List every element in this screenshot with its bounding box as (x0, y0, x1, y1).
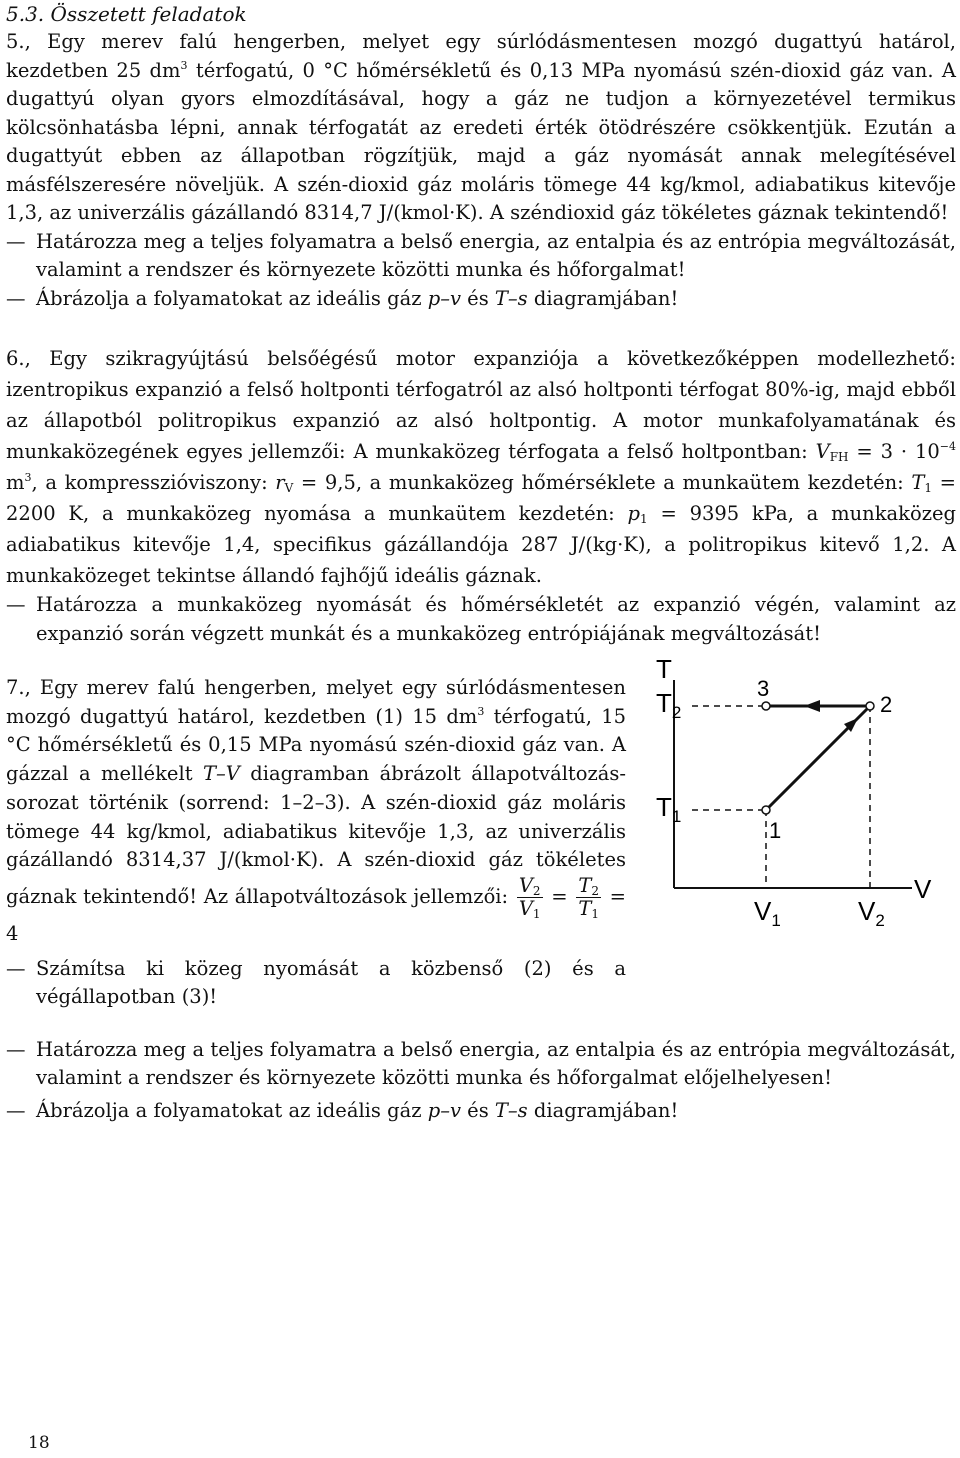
value: = 9,5 (293, 471, 356, 494)
subscript: 2 (591, 883, 599, 898)
subscript: V (284, 481, 294, 495)
task-dash: — (6, 956, 26, 980)
problem-7-text: térfogatú, 15 °C hőmérsékletű és 0,15 MPa nyomású szén-dioxid gáz van. A gázzal a mellékelt (6, 704, 627, 786)
point-3-label: 3 (757, 676, 770, 701)
task-dash: — (6, 229, 26, 253)
problem-5-sup: 3 (180, 58, 188, 72)
task-text: diagramjában! (527, 1098, 679, 1122)
task-dash: — (6, 286, 26, 310)
symbol: V (518, 873, 533, 897)
problem-7-text-block: 7., Egy merev falú hengerben, melyet egy súrlódásmentesen mozgó dugattyú határol, kezdetben (1) 15 $dm^3$ térfogatú, 15 °C hőmérsékletű és 0,15 MPa nyomású szén-dioxid gáz van. A gázzal a mellékelt T–V diagramban ábrázolt állapotváltozás-sorozat történik (sorrend: 1–2–3). A szén-dioxid gáz moláris tömege 44 kg/kmol, adiabatikus kitevője 1,3, az univerzális gázállandó 8314,37 J/(kmol·K). A szén-dioxid gáz tökéletes gáznak tekintendő! Az állapotváltozások jellemzői: $\frac{V_2}{V_1}$ = $\frac{T_2}{T_1}$ = 4 (6, 676, 627, 945)
superscript: 3 (477, 704, 485, 718)
subscript: 1 (924, 481, 933, 495)
task-dash: — (6, 593, 26, 616)
problem-5-task-1 (6, 228, 956, 285)
superscript: 3 (24, 471, 32, 484)
problem-7-task-3 (6, 1097, 956, 1126)
task-text: Ábrázolja a folyamatokat az ideális gáz (36, 286, 428, 310)
symbol: r (275, 471, 285, 494)
problem-6-text: , a munkaközeg hőmérséklete a munkaütem kezdetén: (355, 471, 912, 494)
point-2-label: 2 (880, 692, 893, 717)
problem-6-text: , a munkaközeg adiabatikus kitevője 1,4, specifikus gázállandója 287 J/(kg·K), a politropikus kitevő 1,2. A munkaközeget tekintse állandó fajhőjű ideális gáznak. (6, 502, 956, 587)
ts-label: T–s (494, 1098, 528, 1122)
problem-5-text-cont: térfogatú, 0 °C hőmérsékletű és 0,13 MPa nyomású szén-dioxid gáz van. A dugattyú olyan gyors elmozdításával, hogy a gáz ne tudjon a környezetével termikus kölcsönhatásba lépni, annak térfogatát az eredeti érték ötödrészére csökkentjük. Ezután a dugattyút ebben az állapotban rögzítjük, majd a gáz nyomását annak melegítésével másfélszeresére növeljük. A szén-dioxid gáz moláris tömege 44 kg/kmol, adiabatikus kitevője 1,3, az univerzális gázállandó 8314,7 J/(kmol·K). A széndioxid gáz tökéletes gáznak tekintendő! (6, 58, 956, 224)
task-dash: — (6, 1098, 26, 1122)
task-dash: — (6, 1037, 26, 1061)
problem-6-text: Egy szikragyújtású belsőégésű motor expanziója a következőképpen modellezhető: izentropikus expanzió a felső holtponti térfogatról az alsó holtponti térfogat 80%-ig, majd ebből az állapotból politropikus expanzió az alsó holtpontig. A motor munkafolyamatának és munkaközegének egyes jellemzői: A munkaközeg térfogata a felső holtpontban: (6, 347, 956, 463)
pv-label: p–v (427, 286, 461, 310)
symbol: V (815, 440, 830, 463)
task-text: Határozza meg a teljes folyamatra a belső energia, az entalpia és az entrópia megváltozását, valamint a rendszer és környezete közötti munka és hőforgalmat előjelhelyesen! (36, 1037, 956, 1090)
value: = 2200 K (6, 471, 956, 525)
x-axis-label: V (914, 874, 932, 904)
problem-7 (6, 674, 626, 1012)
fraction-v2-v1 (517, 875, 543, 920)
value: = 9395 kPa (647, 502, 788, 525)
problem-5-task-2 (6, 285, 956, 314)
problem-5: 5., Egy merev falú hengerben, melyet egy súrlódásmentesen mozgó dugattyú határol, kezdetben 25 $dm^3$ térfogatú, 0 °C hőmérsékletű és 0,13 MPa nyomású szén-dioxid gáz van. A dugattyú olyan gyors elmozdításával, hogy a gáz ne tudjon a környezetével termikus kölcsönhatásba lépni, annak térfogatát az eredeti érték ötödrészére csökkentjük. Ezután a dugattyút ebben az állapotban rögzítjük, majd a gáz nyomását annak melegítésével másfélszeresére növeljük. A szén-dioxid gáz moláris tömege 44 kg/kmol, adiabatikus kitevője 1,3, az univerzális gázállandó 8314,7 J/(kmol·K). A széndioxid gáz tökéletes gáznak tekintendő! (6, 30, 956, 224)
fraction-t2-t1 (576, 875, 601, 920)
problem-6-label: 6. (6, 347, 25, 370)
state-point-1 (762, 806, 770, 814)
task-text: Ábrázolja a folyamatokat az ideális gáz (36, 1098, 428, 1122)
tv-diagram (644, 640, 960, 940)
task-text: Határozza a munkaközeg nyomását és hőmérsékletét az expanzió végén, valamint az expanzió során végzett munkát és a munkaközeg entrópiájának megváltozását! (36, 593, 956, 645)
page-number: 18 (28, 1433, 50, 1453)
symbol: T (911, 471, 925, 494)
subscript: 1 (532, 906, 541, 921)
subscript: 1 (591, 906, 599, 921)
task-text: és (460, 1098, 495, 1122)
state-point-3 (762, 702, 770, 710)
problem-5-label: 5. (6, 30, 25, 53)
ts-label: T–s (494, 286, 528, 310)
task-text: Számítsa ki közeg nyomását a közbenső (2) és a végállapotban (3)! (36, 956, 626, 1009)
page (6, 0, 956, 1125)
superscript: −4 (939, 440, 956, 453)
y-axis-label: T (656, 654, 672, 684)
task-text: és (460, 286, 495, 310)
symbol: p (627, 502, 641, 525)
subscript: 1 (640, 512, 648, 526)
problem-5-text: Egy merev falú hengerben, melyet egy súrlódásmentesen mozgó dugattyú határol, kezdetben 25 dm (6, 30, 956, 82)
t2-label: $T_2$ (656, 688, 682, 722)
problem-5-task-1-text: Határozza meg a teljes folyamatra a belső energia, az entalpia és az entrópia megváltozását, valamint a rendszer és környezete közötti munka és hőforgalmat! (36, 229, 956, 281)
problem-7-text: Egy merev falú hengerben, melyet egy súrlódásmentesen mozgó dugattyú határol, kezdetben (1) 15 dm (6, 676, 626, 728)
problem-7-task-2 (6, 1036, 956, 1093)
tv-label: T–V (202, 762, 240, 786)
problem-7-task-1 (6, 955, 626, 1012)
section-heading: 5.3. Összetett feladatok (6, 2, 247, 26)
problem-7-text: diagramban ábrázolt állapotváltozás-sorozat történik (sorrend: 1–2–3). A szén-dioxid gáz moláris tömege 44 kg/kmol, adiabatikus kitevője 1,3, az univerzális gázállandó 8314,37 J/(kmol·K). A szén-dioxid gáz tökéletes gáznak tekintendő! Az állapotváltozások jellemzői: (6, 762, 626, 908)
v2-label: $V_2$ (858, 896, 885, 930)
task-text: diagramjában! (527, 286, 679, 310)
v1-label: $V_1$ (754, 896, 781, 930)
subscript: FH (829, 450, 849, 464)
equals: = (551, 884, 568, 908)
state-point-2 (866, 702, 874, 710)
value: = 3 · 10 (848, 440, 940, 463)
pv-label: p–v (427, 1098, 461, 1122)
t1-label: $T_1$ (656, 792, 682, 826)
arrow-2-3 (804, 700, 820, 712)
problem-6-text: , a munkaközeg nyomása a munkaütem kezdetén: (82, 502, 628, 525)
problem-6: 6., Egy szikragyújtású belsőégésű motor expanziója a következőképpen modellezhető: izentropikus expanzió a felső holtponti térfogatról az alsó holtponti térfogat 80%-ig, majd ebből az állapotból politropikus expanzió az alsó holtpontig. A motor munkafolyamatának és munkaközegének egyes jellemzői: A munkaközeg térfogata a felső holtpontban: $V_{FH} = 3 \cdot 10^{-4}$ $m^3$, a kompresszióviszony: $r_V = 9,5$, a munkaközeg hőmérséklete a munkaütem kezdetén: $T_1 = 2200$ K, a munkaközeg nyomása a munkaütem kezdetén: $p_1 = 9395$ kPa, a munkaközeg adiabatikus kitevője 1,4, specifikus gázállandója 287 J/(kg·K), a politropikus kitevő 1,2. A munkaközeget tekintse állandó fajhőjű ideális gáznak. (6, 347, 956, 587)
problem-7-label: 7. (6, 676, 25, 699)
symbol: T (578, 896, 592, 920)
unit: m (6, 471, 25, 494)
point-1-label: 1 (769, 818, 782, 843)
symbol: V (518, 896, 533, 920)
subscript: 2 (532, 883, 541, 898)
symbol: T (578, 873, 592, 897)
ratio-value: = 4 (6, 884, 627, 945)
problem-6-text: , a kompresszióviszony: (31, 471, 276, 494)
